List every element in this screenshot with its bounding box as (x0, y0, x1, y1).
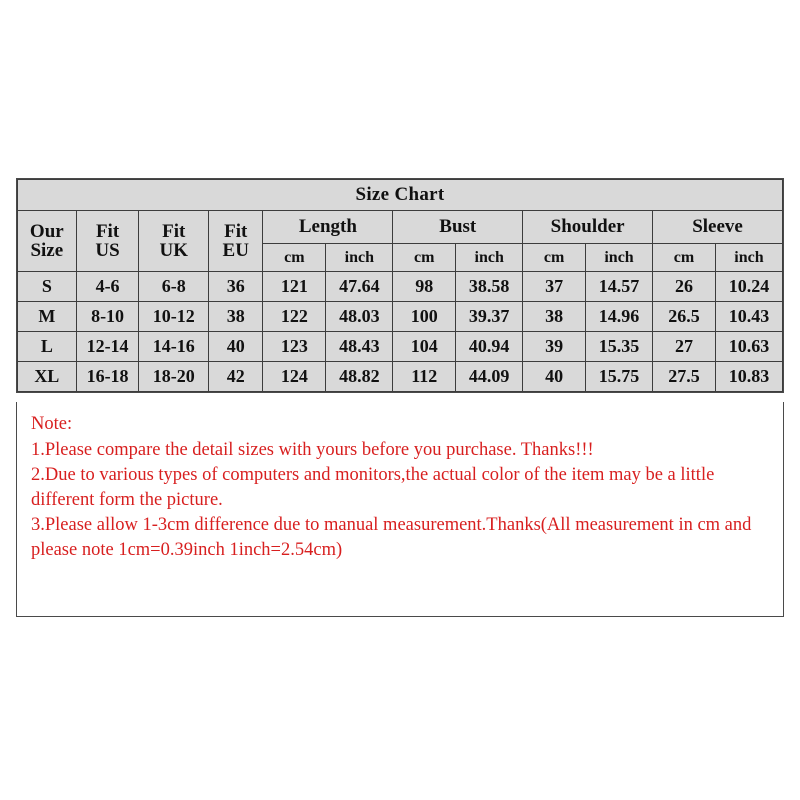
cell: L (18, 332, 77, 362)
cell: 18-20 (139, 362, 209, 392)
cell: 10.63 (715, 332, 782, 362)
cell: 12-14 (76, 332, 139, 362)
cell: 42 (209, 362, 263, 392)
cell: 39 (523, 332, 586, 362)
size-chart-table (17, 179, 783, 392)
cell: 27.5 (653, 362, 716, 392)
unit-bust-cm: cm (393, 244, 456, 272)
cell: 27 (653, 332, 716, 362)
table-row (18, 272, 783, 302)
cell: 38 (523, 302, 586, 332)
note-line-1: 1.Please compare the detail sizes with yours before you purchase. Thanks!!! (31, 440, 594, 460)
header-fit-uk: Fit UK (139, 211, 209, 272)
unit-length-cm: cm (263, 244, 326, 272)
cell: 15.35 (586, 332, 653, 362)
cell: 47.64 (326, 272, 393, 302)
unit-shoulder-cm: cm (523, 244, 586, 272)
cell: 48.82 (326, 362, 393, 392)
cell: 38 (209, 302, 263, 332)
table-row (18, 362, 783, 392)
cell: 14-16 (139, 332, 209, 362)
note-line-2: 2.Due to various types of computers and monitors,the actual color of the item may be a little different form the picture. (31, 465, 719, 510)
cell: 36 (209, 272, 263, 302)
header-bust: Bust (393, 211, 523, 244)
unit-sleeve-cm: cm (653, 244, 716, 272)
cell: 98 (393, 272, 456, 302)
cell: 10-12 (139, 302, 209, 332)
unit-length-inch: inch (326, 244, 393, 272)
header-length: Length (263, 211, 393, 244)
notes-heading: Note: (31, 414, 73, 434)
unit-sleeve-inch: inch (715, 244, 782, 272)
table-title-row (18, 180, 783, 211)
header-sleeve: Sleeve (653, 211, 783, 244)
size-chart-table-container (16, 178, 784, 393)
cell: 124 (263, 362, 326, 392)
header-fit-us: Fit US (76, 211, 139, 272)
cell: 10.83 (715, 362, 782, 392)
cell: 26.5 (653, 302, 716, 332)
cell: 40 (209, 332, 263, 362)
cell: 6-8 (139, 272, 209, 302)
cell: 121 (263, 272, 326, 302)
unit-bust-inch: inch (456, 244, 523, 272)
cell: 10.43 (715, 302, 782, 332)
header-our-size: Our Size (18, 211, 77, 272)
header-fit-eu: Fit EU (209, 211, 263, 272)
table-header-row (18, 211, 783, 244)
cell: 37 (523, 272, 586, 302)
cell: 104 (393, 332, 456, 362)
cell: 40.94 (456, 332, 523, 362)
cell: 100 (393, 302, 456, 332)
cell: 123 (263, 332, 326, 362)
cell: 48.03 (326, 302, 393, 332)
table-row (18, 302, 783, 332)
cell: 38.58 (456, 272, 523, 302)
cell: 4-6 (76, 272, 139, 302)
header-shoulder: Shoulder (523, 211, 653, 244)
cell: 40 (523, 362, 586, 392)
cell: XL (18, 362, 77, 392)
cell: 112 (393, 362, 456, 392)
cell: 26 (653, 272, 716, 302)
cell: 15.75 (586, 362, 653, 392)
cell: 44.09 (456, 362, 523, 392)
table-row (18, 332, 783, 362)
cell: 48.43 (326, 332, 393, 362)
cell: 39.37 (456, 302, 523, 332)
cell: 8-10 (76, 302, 139, 332)
cell: 14.57 (586, 272, 653, 302)
cell: 10.24 (715, 272, 782, 302)
notes-section (16, 402, 784, 617)
note-line-3: 3.Please allow 1-3cm difference due to manual measurement.Thanks(All measurement in cm and please note 1cm=0.39inch 1inch=2.54cm) (31, 515, 757, 560)
cell: 122 (263, 302, 326, 332)
chart-title: Size Chart (18, 180, 783, 211)
cell: S (18, 272, 77, 302)
cell: M (18, 302, 77, 332)
cell: 14.96 (586, 302, 653, 332)
unit-shoulder-inch: inch (586, 244, 653, 272)
cell: 16-18 (76, 362, 139, 392)
